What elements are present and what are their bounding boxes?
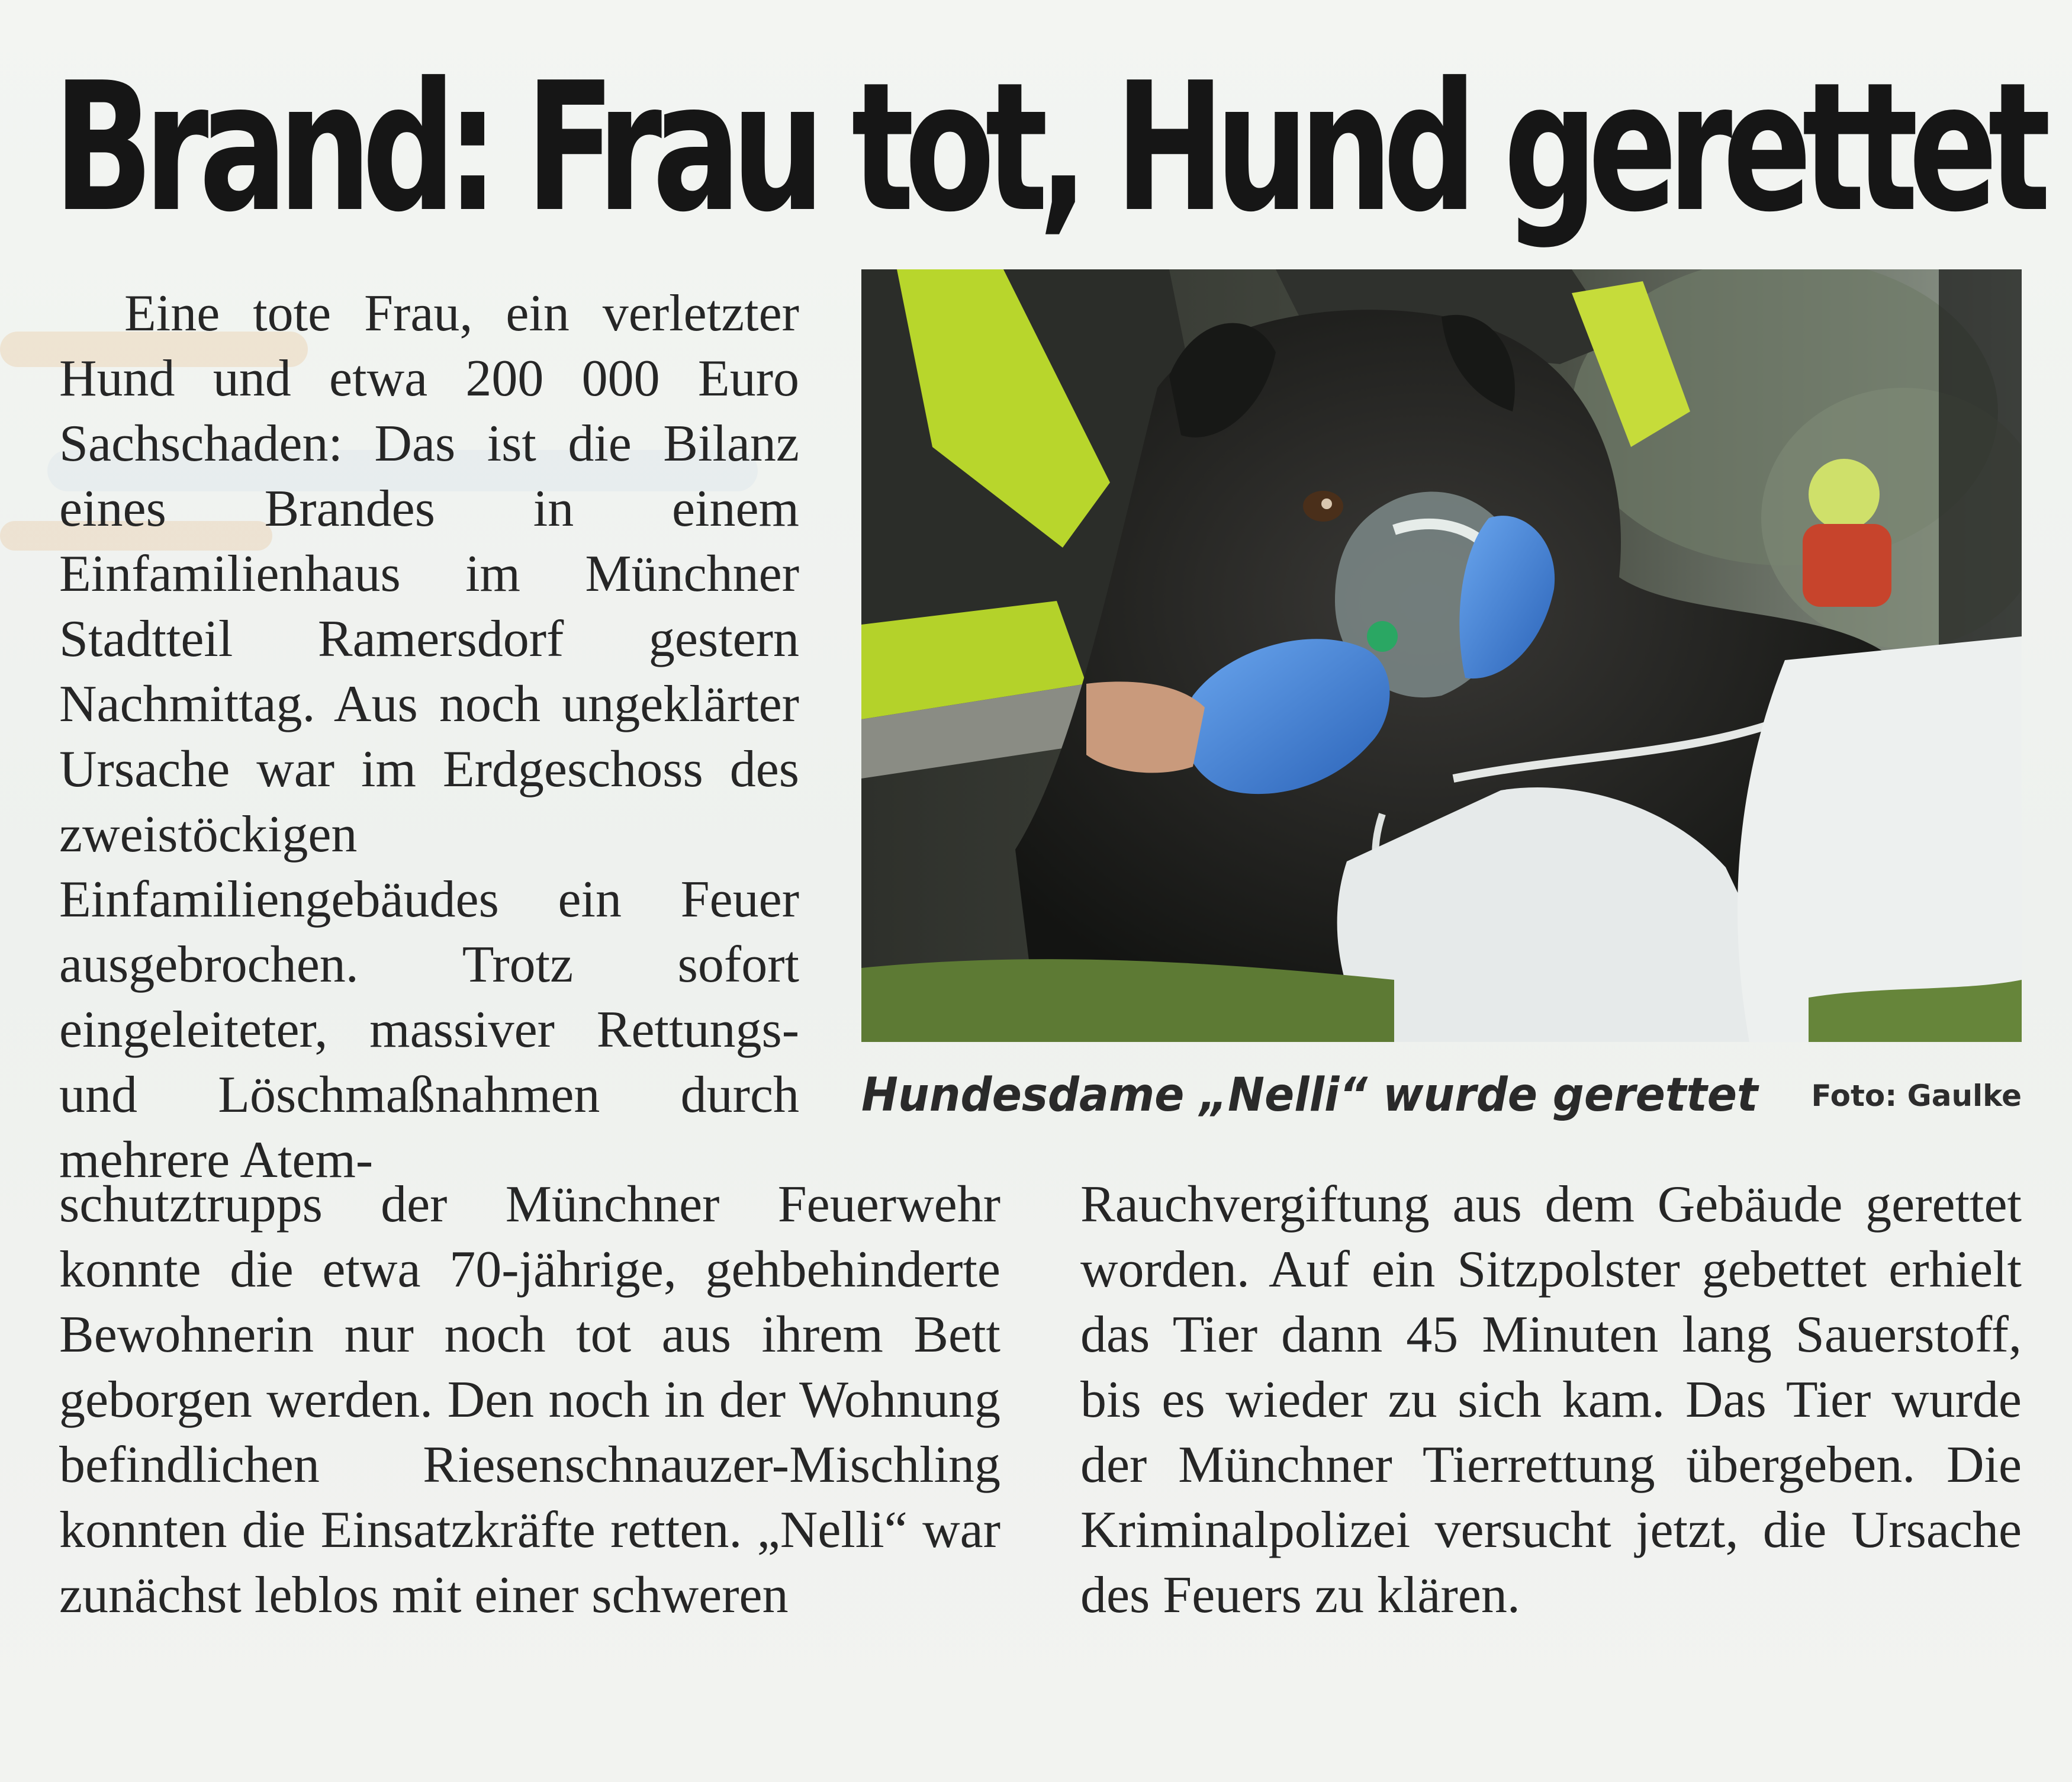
article-body-column-right: Rauchvergiftung aus dem Gebäude gerettet worden. Auf ein Sitzpolster gebettet erhielt das Tier dann 45 Minuten lang Sauerstoff, bis es wieder zu sich kam. Das Tier wurde der Münchner Tierrettung übergeben. Die Kriminalpolizei versucht jetzt, die Ursache des Feuers zu klären. — [1080, 1176, 2022, 1624]
photo-credit: Foto: Gaulke — [1811, 1079, 2022, 1113]
mask-valve — [1367, 621, 1398, 652]
dog-eye-highlight — [1321, 498, 1332, 509]
photo-dog-oxygen-mask — [861, 269, 2022, 1042]
post-background — [1939, 269, 2022, 648]
photo-caption-row — [861, 1060, 2022, 1131]
article-body-column-left: schutztrupps der Münchner Feuerwehr konnte die etwa 70-jährige, gehbehinderte Bewohnerin nur noch tot aus ihrem Bett geborgen werden. Den noch in der Wohnung befindlichen Riesenschnauzer-Mischling konnten die Einsatzkräfte retten. „Nelli“ war zunächst leblos mit einer schweren — [59, 1176, 1000, 1624]
helmet-icon — [1809, 459, 1880, 530]
article-photo — [861, 269, 2022, 1042]
rescuer-background — [1803, 524, 1891, 607]
headline: Brand: Frau tot, Hund gerettet — [53, 44, 2042, 251]
article-lead-column: Eine tote Frau, ein verletzter Hund und etwa 200 000 Euro Sachschaden: Das ist die Bilanz eines Brandes in einem Einfamilienhaus im Münchner Stadtteil Ramersdorf gestern Nachmittag. Aus noch ungeklärter Ursache war im Erdgeschoss des zweistöckigen Einfamiliengebäudes ein Feuer ausgebrochen. Trotz sofort eingeleiteter, massiver Rettungs- und Löschmaßnahmen durch mehrere Atem- — [59, 285, 799, 1189]
white-sheet — [1738, 636, 2022, 1042]
rescuer-arm — [1086, 681, 1205, 773]
photo-caption: Hundesdame „Nelli“ wurde gerettet — [861, 1069, 1758, 1122]
